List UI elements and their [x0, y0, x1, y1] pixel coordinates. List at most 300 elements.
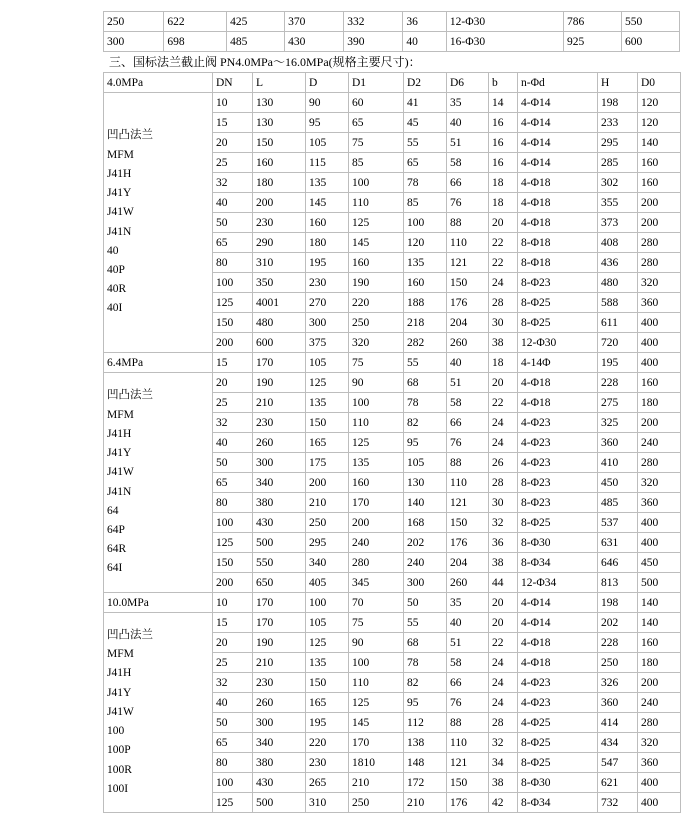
table-cell: 14: [489, 93, 518, 113]
table-cell: 4-Φ14: [518, 153, 598, 173]
table-cell: 76: [447, 193, 489, 213]
table-cell: 340: [253, 473, 306, 493]
table-cell: 150: [447, 773, 489, 793]
table-cell: 34: [489, 753, 518, 773]
table-cell: 230: [306, 273, 349, 293]
table-cell: 85: [349, 153, 404, 173]
table-cell: 76: [447, 693, 489, 713]
table-cell: 200: [638, 213, 681, 233]
column-header: DN: [213, 73, 253, 93]
table-cell: 400: [638, 773, 681, 793]
table-cell: 4-Φ14: [518, 613, 598, 633]
table-cell: 430: [285, 32, 344, 52]
table-cell: 40: [213, 693, 253, 713]
table-cell: 12-Φ30: [518, 333, 598, 353]
table-cell: 66: [447, 673, 489, 693]
table-cell: 38: [489, 333, 518, 353]
pressure-class-cell: 4.0MPa: [104, 73, 213, 93]
table-cell: 105: [306, 613, 349, 633]
table-cell: 125: [213, 293, 253, 313]
table-cell: 90: [306, 93, 349, 113]
table-cell: 310: [306, 793, 349, 813]
table-cell: 400: [638, 353, 681, 373]
table-cell: 110: [447, 473, 489, 493]
table-cell: 25: [213, 393, 253, 413]
table-cell: 8-Φ30: [518, 533, 598, 553]
table-cell: 100: [213, 513, 253, 533]
table-cell: 75: [349, 613, 404, 633]
table-cell: 40: [447, 613, 489, 633]
table-cell: 115: [306, 153, 349, 173]
table-cell: 100: [306, 593, 349, 613]
table-cell: 4-Φ14: [518, 113, 598, 133]
table-cell: 65: [404, 153, 447, 173]
table-cell: 140: [638, 593, 681, 613]
table-cell: 218: [404, 313, 447, 333]
table-cell: 250: [349, 793, 404, 813]
table-cell: 400: [638, 533, 681, 553]
table-cell: 65: [213, 473, 253, 493]
table-cell: 170: [253, 613, 306, 633]
table-cell: 65: [349, 113, 404, 133]
table-cell: 4001: [253, 293, 306, 313]
model-label-line: 64R: [107, 543, 127, 556]
table-cell: 30: [489, 313, 518, 333]
table-cell: 646: [598, 553, 638, 573]
table-cell: 38: [489, 553, 518, 573]
table-cell: 16-Φ30: [446, 32, 563, 52]
table-cell: 168: [404, 513, 447, 533]
table-cell: 233: [598, 113, 638, 133]
model-label-line: 凹凸法兰: [107, 129, 153, 142]
table-cell: 176: [447, 293, 489, 313]
table-cell: 813: [598, 573, 638, 593]
table-cell: 110: [447, 233, 489, 253]
table-cell: 12-Φ34: [518, 573, 598, 593]
table-cell: 18: [489, 193, 518, 213]
model-label-line: 40R: [107, 283, 127, 296]
model-label-line: J41Y: [107, 686, 132, 699]
table-cell: 300: [253, 453, 306, 473]
column-header: D1: [349, 73, 404, 93]
table-row: [104, 613, 681, 633]
table-cell: 80: [213, 753, 253, 773]
table-cell: 320: [638, 473, 681, 493]
table-cell: 150: [253, 133, 306, 153]
table-cell: 176: [447, 533, 489, 553]
table-cell: 220: [349, 293, 404, 313]
table-cell: 88: [447, 453, 489, 473]
table-cell: 600: [621, 32, 679, 52]
model-label-cell: [104, 613, 213, 813]
table-cell: 400: [638, 313, 681, 333]
table-cell: 786: [564, 12, 622, 32]
table-cell: 105: [404, 453, 447, 473]
table-cell: 35: [447, 593, 489, 613]
table-cell: 110: [349, 673, 404, 693]
model-label-line: 40: [107, 244, 119, 257]
table-cell: 105: [306, 353, 349, 373]
table-cell: 285: [598, 153, 638, 173]
table-cell: 170: [253, 353, 306, 373]
table-cell: 204: [447, 553, 489, 573]
table-cell: 375: [306, 333, 349, 353]
table-cell: 430: [253, 513, 306, 533]
table-cell: 50: [213, 453, 253, 473]
table-cell: 430: [253, 773, 306, 793]
model-label-line: J41Y: [107, 447, 132, 460]
table-cell: 60: [349, 93, 404, 113]
table-cell: 16: [489, 153, 518, 173]
table-cell: 50: [213, 213, 253, 233]
table-cell: 40: [213, 433, 253, 453]
table-row: [104, 32, 680, 52]
table-cell: 8-Φ25: [518, 733, 598, 753]
table-cell: 120: [638, 93, 681, 113]
table-cell: 282: [404, 333, 447, 353]
table-cell: 160: [306, 213, 349, 233]
table-cell: 32: [489, 733, 518, 753]
table-cell: 200: [638, 673, 681, 693]
table-cell: 100: [213, 273, 253, 293]
table-cell: 8-Φ18: [518, 233, 598, 253]
table-cell: 160: [638, 373, 681, 393]
table-cell: 145: [349, 233, 404, 253]
table-cell: 82: [404, 413, 447, 433]
table-cell: 320: [638, 733, 681, 753]
column-header: D: [306, 73, 349, 93]
table-cell: 68: [404, 633, 447, 653]
table-cell: 165: [306, 433, 349, 453]
model-label-line: 64P: [107, 523, 125, 536]
model-label-line: 100P: [107, 744, 131, 757]
table-cell: 130: [404, 473, 447, 493]
table-cell: 20: [489, 593, 518, 613]
table-cell: 55: [404, 133, 447, 153]
table-cell: 190: [253, 373, 306, 393]
table-cell: 58: [447, 153, 489, 173]
table-cell: 12-Φ30: [446, 12, 563, 32]
table-cell: 50: [404, 593, 447, 613]
table-cell: 150: [306, 673, 349, 693]
table-cell: 300: [253, 713, 306, 733]
table-cell: 280: [638, 453, 681, 473]
table-cell: 28: [489, 293, 518, 313]
table-cell: 110: [349, 413, 404, 433]
table-cell: 621: [598, 773, 638, 793]
table-cell: 58: [447, 393, 489, 413]
table-cell: 210: [253, 393, 306, 413]
table-cell: 22: [489, 393, 518, 413]
table-cell: 4-Φ14: [518, 133, 598, 153]
table-cell: 265: [306, 773, 349, 793]
table-cell: 204: [447, 313, 489, 333]
table-cell: 4-Φ18: [518, 213, 598, 233]
table-cell: 145: [306, 193, 349, 213]
table-cell: 66: [447, 413, 489, 433]
table-cell: 24: [489, 433, 518, 453]
table-cell: 360: [638, 493, 681, 513]
table-cell: 51: [447, 633, 489, 653]
table-cell: 240: [404, 553, 447, 573]
table-cell: 95: [306, 113, 349, 133]
table-cell: 200: [253, 193, 306, 213]
table-cell: 125: [306, 373, 349, 393]
table-cell: 170: [349, 733, 404, 753]
table-cell: 390: [344, 32, 403, 52]
table-cell: 51: [447, 373, 489, 393]
table-cell: 85: [404, 193, 447, 213]
table-cell: 25: [213, 153, 253, 173]
table-cell: 15: [213, 353, 253, 373]
table-cell: 90: [349, 373, 404, 393]
table-cell: 20: [489, 613, 518, 633]
table-cell: 340: [306, 553, 349, 573]
table-cell: 135: [404, 253, 447, 273]
table-cell: 8-Φ23: [518, 473, 598, 493]
table-cell: 88: [447, 213, 489, 233]
table-cell: 18: [489, 173, 518, 193]
table-cell: 400: [638, 333, 681, 353]
table-cell: 135: [306, 393, 349, 413]
table-cell: 140: [638, 133, 681, 153]
table-cell: 240: [638, 693, 681, 713]
table-cell: 8-Φ25: [518, 313, 598, 333]
valve-spec-table: [103, 72, 681, 813]
table-cell: 260: [253, 693, 306, 713]
table-cell: 176: [447, 793, 489, 813]
table-cell: 4-Φ25: [518, 713, 598, 733]
table-cell: 210: [404, 793, 447, 813]
table-cell: 51: [447, 133, 489, 153]
table-cell: 42: [489, 793, 518, 813]
table-cell: 450: [598, 473, 638, 493]
table-cell: 698: [164, 32, 227, 52]
model-label-line: J41H: [107, 167, 132, 180]
table-cell: 88: [447, 713, 489, 733]
table-cell: 198: [598, 593, 638, 613]
pressure-row: [104, 593, 681, 613]
table-cell: 500: [638, 573, 681, 593]
table-cell: 275: [598, 393, 638, 413]
table-cell: 4-Φ18: [518, 193, 598, 213]
table-cell: 588: [598, 293, 638, 313]
table-cell: 537: [598, 513, 638, 533]
table-cell: 32: [489, 513, 518, 533]
table-cell: 40: [213, 193, 253, 213]
table-cell: 65: [213, 733, 253, 753]
table-cell: 230: [253, 413, 306, 433]
table-cell: 4-Φ18: [518, 173, 598, 193]
table-cell: 202: [598, 613, 638, 633]
table-cell: 326: [598, 673, 638, 693]
table-cell: 8-Φ25: [518, 293, 598, 313]
table-cell: 650: [253, 573, 306, 593]
table-cell: 8-Φ23: [518, 493, 598, 513]
table-cell: 16: [489, 113, 518, 133]
table-cell: 240: [349, 533, 404, 553]
table-cell: 373: [598, 213, 638, 233]
table-cell: 180: [253, 173, 306, 193]
table-cell: 40: [403, 32, 446, 52]
column-header: b: [489, 73, 518, 93]
table-cell: 450: [638, 553, 681, 573]
table-cell: 250: [104, 12, 164, 32]
table-cell: 4-Φ23: [518, 673, 598, 693]
table-cell: 550: [621, 12, 679, 32]
table-cell: 10: [213, 593, 253, 613]
table-cell: 300: [104, 32, 164, 52]
table-cell: 4-Φ18: [518, 633, 598, 653]
table-cell: 28: [489, 473, 518, 493]
table-cell: 160: [638, 633, 681, 653]
table-cell: 436: [598, 253, 638, 273]
table-cell: 320: [638, 273, 681, 293]
table-cell: 120: [404, 233, 447, 253]
table-cell: 75: [349, 353, 404, 373]
table-cell: 78: [404, 393, 447, 413]
table-cell: 170: [349, 493, 404, 513]
table-cell: 370: [285, 12, 344, 32]
table-cell: 24: [489, 673, 518, 693]
table-cell: 70: [349, 593, 404, 613]
table-cell: 36: [403, 12, 446, 32]
table-cell: 112: [404, 713, 447, 733]
table-cell: 4-Φ18: [518, 373, 598, 393]
table-cell: 4-Φ23: [518, 693, 598, 713]
table-cell: 18: [489, 353, 518, 373]
table-cell: 250: [306, 513, 349, 533]
table-cell: 160: [349, 253, 404, 273]
model-label-line: 凹凸法兰: [107, 629, 153, 642]
model-label-line: J41H: [107, 667, 132, 680]
column-header: D0: [638, 73, 681, 93]
table-cell: 360: [638, 753, 681, 773]
table-cell: 408: [598, 233, 638, 253]
table-cell: 150: [306, 413, 349, 433]
table-cell: 22: [489, 633, 518, 653]
table-cell: 22: [489, 253, 518, 273]
table-cell: 425: [227, 12, 285, 32]
table-cell: 95: [404, 433, 447, 453]
model-label-line: 64: [107, 504, 119, 517]
table-cell: 8-Φ34: [518, 553, 598, 573]
table-cell: 140: [404, 493, 447, 513]
table-cell: 160: [638, 153, 681, 173]
model-label-line: 40I: [107, 302, 123, 315]
table-cell: 8-Φ30: [518, 773, 598, 793]
table-cell: 300: [404, 573, 447, 593]
table-cell: 8-Φ23: [518, 273, 598, 293]
table-cell: 32: [213, 173, 253, 193]
table-cell: 78: [404, 173, 447, 193]
table-cell: 22: [489, 233, 518, 253]
table-cell: 240: [638, 433, 681, 453]
table-cell: 110: [447, 733, 489, 753]
table-cell: 260: [447, 333, 489, 353]
table-cell: 100: [349, 393, 404, 413]
table-cell: 135: [306, 653, 349, 673]
table-cell: 24: [489, 653, 518, 673]
table-cell: 105: [306, 133, 349, 153]
table-cell: 190: [253, 633, 306, 653]
table-cell: 100: [349, 173, 404, 193]
table-cell: 24: [489, 413, 518, 433]
table-cell: 165: [306, 693, 349, 713]
table-cell: 78: [404, 653, 447, 673]
table-cell: 20: [489, 213, 518, 233]
table-cell: 20: [489, 373, 518, 393]
pressure-class-cell: 6.4MPa: [104, 353, 213, 373]
table-cell: 40: [447, 353, 489, 373]
table-cell: 24: [489, 693, 518, 713]
table-cell: 175: [306, 453, 349, 473]
table-cell: 20: [213, 373, 253, 393]
table-cell: 130: [253, 93, 306, 113]
table-cell: 100: [349, 653, 404, 673]
table-cell: 10: [213, 93, 253, 113]
table-cell: 230: [253, 213, 306, 233]
column-header: L: [253, 73, 306, 93]
table-cell: 550: [253, 553, 306, 573]
model-label-cell: [104, 93, 213, 353]
table-cell: 360: [638, 293, 681, 313]
table-cell: 200: [306, 473, 349, 493]
table-cell: 145: [349, 713, 404, 733]
table-cell: 140: [638, 613, 681, 633]
table-cell: 20: [213, 633, 253, 653]
table-cell: 200: [213, 333, 253, 353]
table-cell: 36: [489, 533, 518, 553]
table-cell: 58: [447, 653, 489, 673]
table-cell: 485: [598, 493, 638, 513]
table-cell: 135: [306, 173, 349, 193]
table-cell: 160: [638, 173, 681, 193]
table-cell: 25: [213, 653, 253, 673]
table-cell: 188: [404, 293, 447, 313]
table-cell: 125: [213, 533, 253, 553]
table-cell: 198: [598, 93, 638, 113]
column-header: n-Φd: [518, 73, 598, 93]
table-cell: 4-Φ23: [518, 413, 598, 433]
table-cell: 300: [306, 313, 349, 333]
table-cell: 280: [638, 233, 681, 253]
table-cell: 210: [253, 653, 306, 673]
table-cell: 28: [489, 713, 518, 733]
table-cell: 55: [404, 613, 447, 633]
table-cell: 75: [349, 133, 404, 153]
table-cell: 8-Φ25: [518, 753, 598, 773]
column-header: D2: [404, 73, 447, 93]
model-label-line: 100: [107, 725, 125, 738]
table-cell: 340: [253, 733, 306, 753]
model-label-line: J41N: [107, 485, 132, 498]
table-cell: 190: [349, 273, 404, 293]
table-cell: 195: [598, 353, 638, 373]
table-cell: 30: [489, 493, 518, 513]
table-cell: 172: [404, 773, 447, 793]
table-cell: 295: [306, 533, 349, 553]
table-cell: 228: [598, 373, 638, 393]
table-cell: 125: [349, 693, 404, 713]
model-label-line: J41H: [107, 427, 132, 440]
table-cell: 44: [489, 573, 518, 593]
table-cell: 41: [404, 93, 447, 113]
table-cell: 600: [253, 333, 306, 353]
table-cell: 1810: [349, 753, 404, 773]
table-cell: 4-14Φ: [518, 353, 598, 373]
table-cell: 210: [306, 493, 349, 513]
